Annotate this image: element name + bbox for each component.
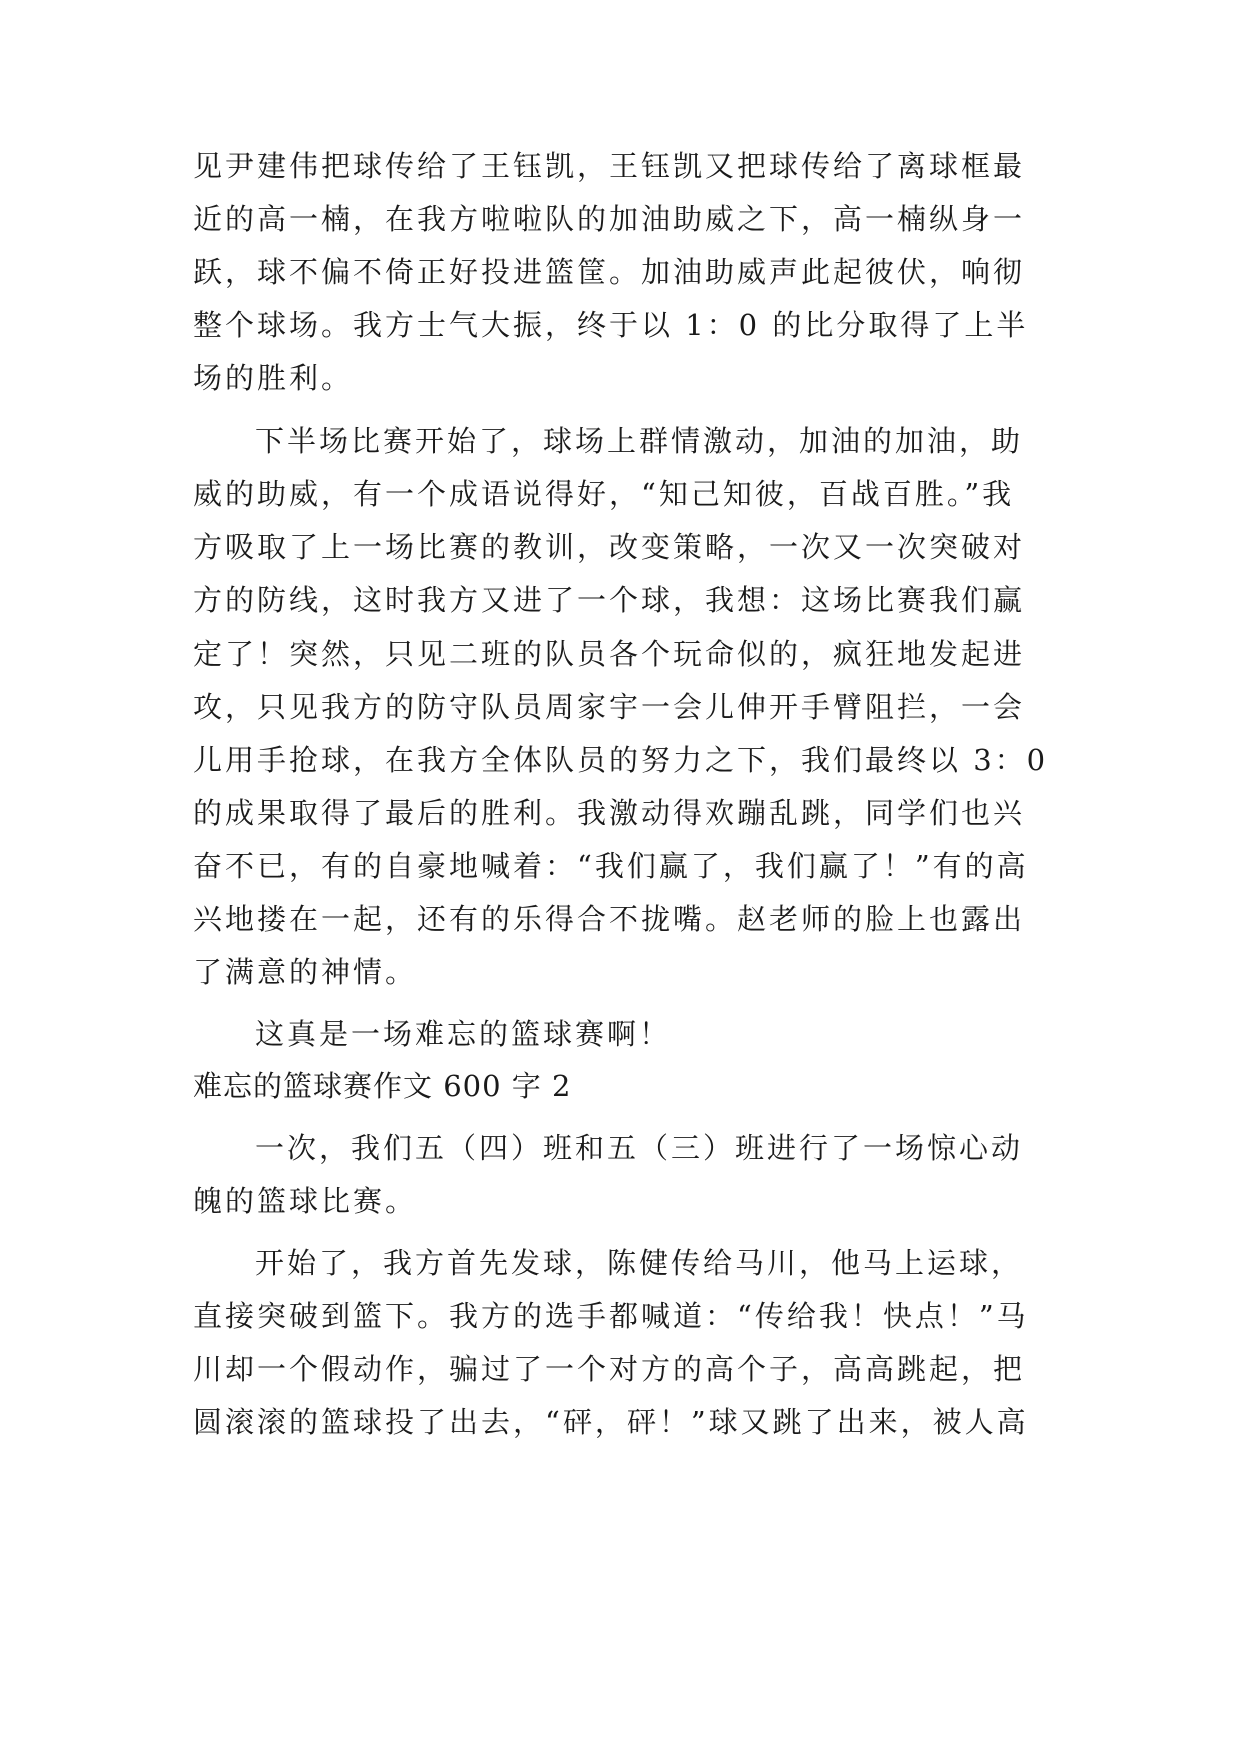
text-line: 定了！突然，只见二班的队员各个玩命似的，疯狂地发起进: [193, 637, 1026, 671]
text-line: 直接突破到篮下。我方的选手都喊道：“传给我！快点！”马: [193, 1299, 1029, 1333]
text-line: 场的胜利。: [193, 361, 354, 395]
text-line: 近的高一楠，在我方啦啦队的加油助威之下，高一楠纵身一: [193, 202, 1026, 236]
text-line: 川却一个假动作，骗过了一个对方的高个子，高高跳起，把: [193, 1352, 1026, 1386]
text-line: 儿用手抢球，在我方全体队员的努力之下，我们最终以 3：0: [193, 743, 1049, 777]
paragraph-first-line: 开始了，我方首先发球，陈健传给马川，他马上运球，: [255, 1246, 1024, 1280]
paragraph-first-line: 这真是一场难忘的篮球赛啊！: [255, 1017, 672, 1051]
paragraph-first-line: 下半场比赛开始了，球场上群情激动，加油的加油，助: [255, 424, 1024, 458]
text-line: 方吸取了上一场比赛的教训，改变策略，一次又一次突破对: [193, 530, 1026, 564]
text-line: 攻，只见我方的防守队员周家宇一会儿伸开手臂阻拦，一会: [193, 690, 1026, 724]
text-line: 的成果取得了最后的胜利。我激动得欢蹦乱跳，同学们也兴: [193, 796, 1026, 830]
text-line: 了满意的神情。: [193, 955, 418, 989]
text-line: 跃，球不偏不倚正好投进篮筐。加油助威声此起彼伏，响彻: [193, 255, 1026, 289]
text-line: 圆滚滚的篮球投了出去，“砰，砰！”球又跳了出来，被人高: [193, 1405, 1029, 1439]
section-heading: 难忘的篮球赛作文 600 字 2: [193, 1069, 572, 1103]
text-line: 方的防线，这时我方又进了一个球，我想：这场比赛我们赢: [193, 583, 1026, 617]
paragraph-first-line: 一次，我们五（四）班和五（三）班进行了一场惊心动: [255, 1131, 1024, 1165]
text-line: 魄的篮球比赛。: [193, 1184, 418, 1218]
text-line: 见尹建伟把球传给了王钰凯，王钰凯又把球传给了离球框最: [193, 149, 1026, 183]
text-line: 奋不已，有的自豪地喊着：“我们赢了，我们赢了！”有的高: [193, 849, 1029, 883]
text-line: 兴地搂在一起，还有的乐得合不拢嘴。赵老师的脸上也露出: [193, 902, 1026, 936]
text-line: 威的助威，有一个成语说得好，“知己知彼，百战百胜。”我: [193, 477, 1015, 511]
text-line: 整个球场。我方士气大振，终于以 1：0 的比分取得了上半: [193, 308, 1029, 342]
